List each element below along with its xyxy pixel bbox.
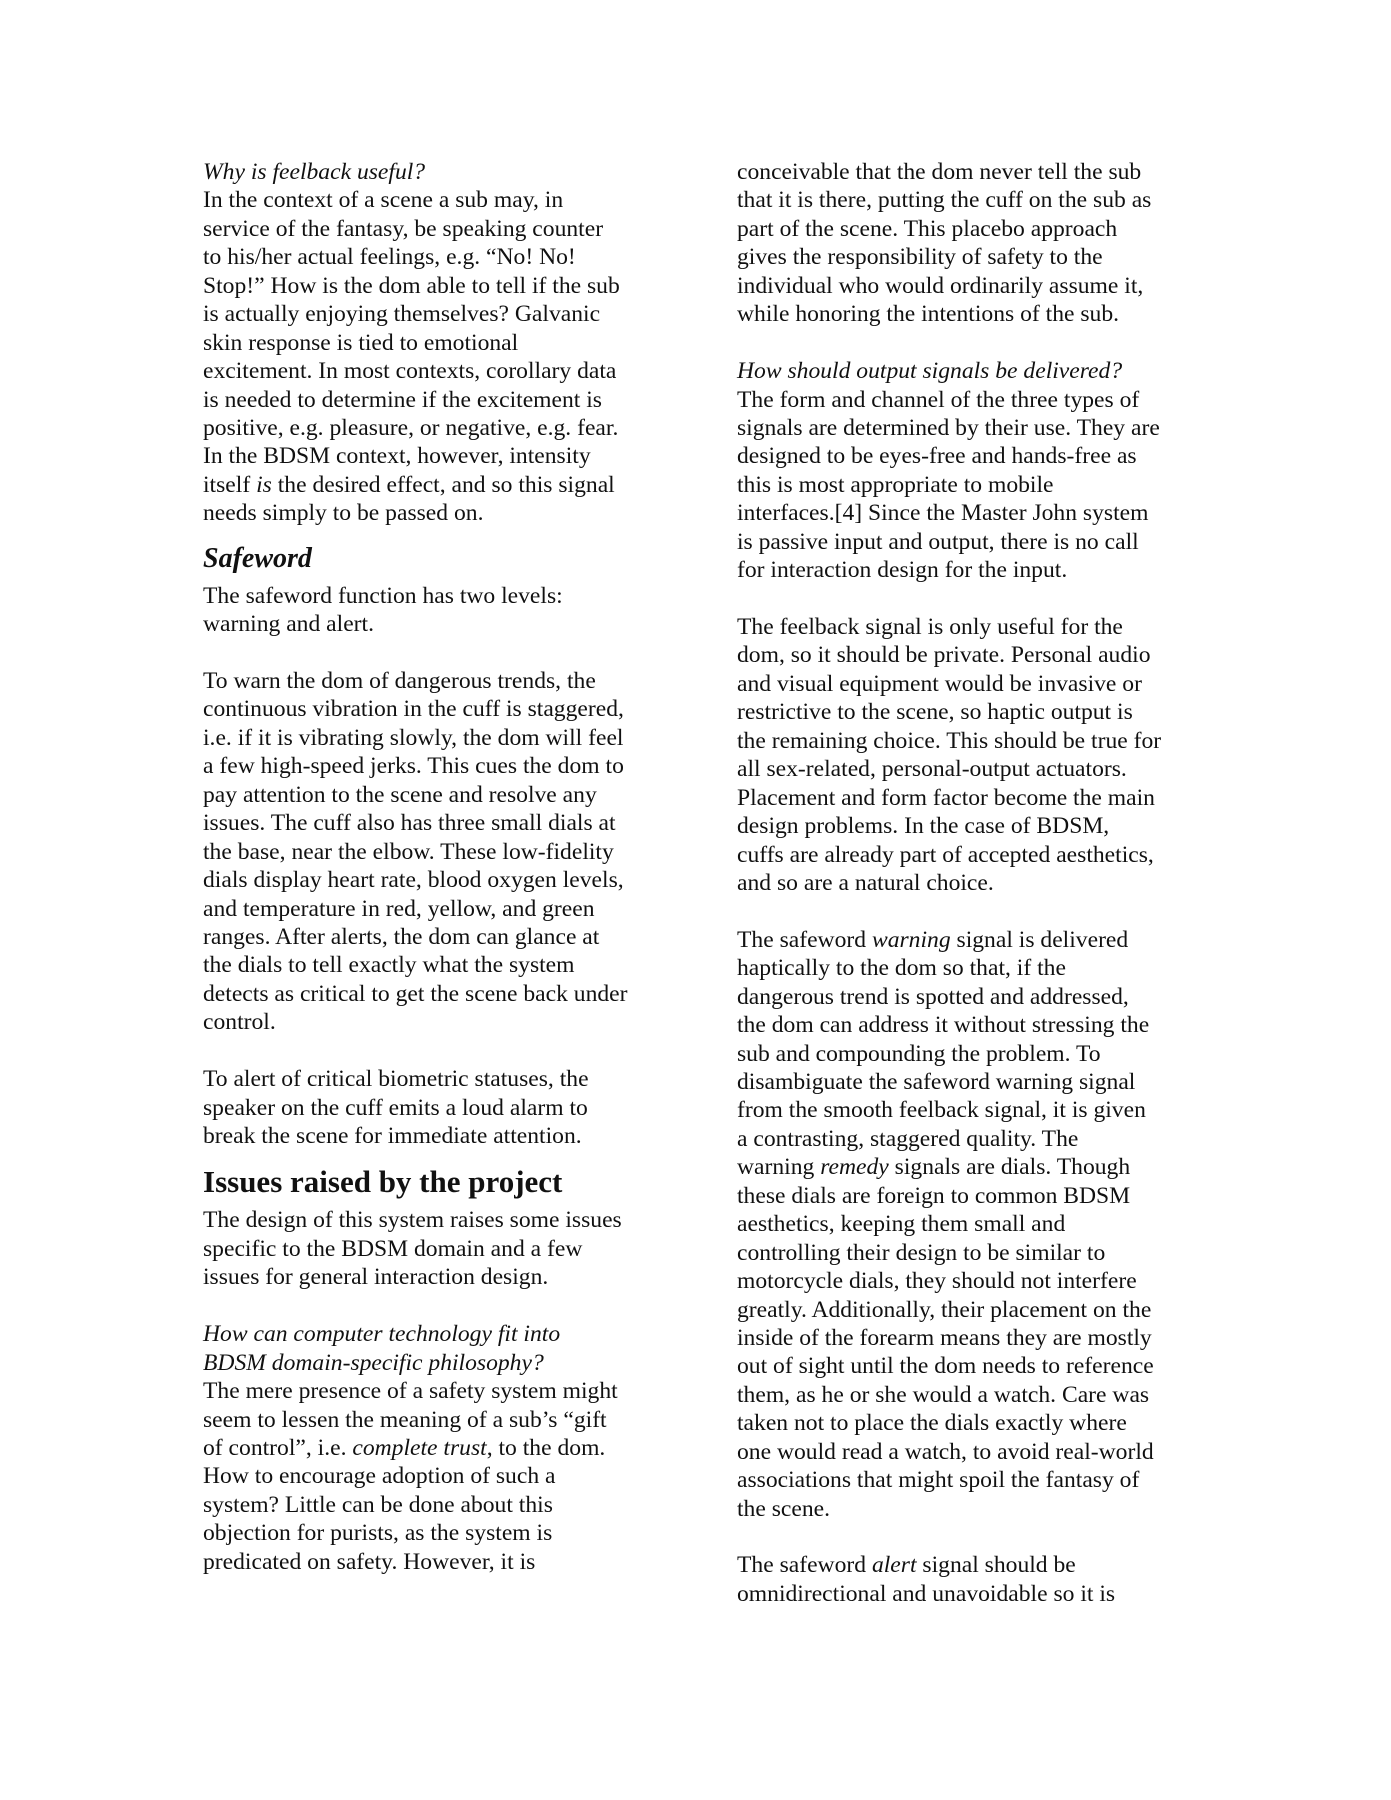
text-line: continuous vibration in the cuff is staggered, (203, 696, 624, 723)
text-line: is passive input and output, there is no call (737, 528, 1139, 555)
text-line: The feelback signal is only useful for the (737, 614, 1123, 640)
section-heading-safeword: Safeword (203, 542, 312, 574)
text-line: service of the fantasy, be speaking counter (203, 215, 604, 242)
paragraph-warning-signal (737, 926, 1187, 1523)
text-line: out of sight until the dom needs to reference (737, 1353, 1154, 1380)
text-run: signals are dials. Though (888, 1154, 1131, 1181)
text-line (737, 926, 1187, 954)
text-line: that it is there, putting the cuff on the sub as (737, 187, 1152, 214)
text-line: objection for purists, as the system is (203, 1520, 553, 1547)
text-run: , to the dom. (486, 1434, 606, 1461)
text-line: needs simply to be passed on. (203, 500, 484, 527)
paragraph-spacer (203, 1292, 655, 1320)
text-line: dangerous trend is spotted and addressed, (737, 983, 1129, 1010)
paragraph-safeword-levels (203, 582, 655, 639)
text-line: to his/her actual feelings, e.g. “No! No! (203, 244, 576, 271)
text-line: associations that might spoil the fantasy of (737, 1467, 1140, 1494)
text-line: pay attention to the scene and resolve any (203, 781, 597, 808)
text-run: of control”, i.e. (203, 1434, 353, 1461)
text-line: for interaction design for the input. (737, 557, 1068, 584)
text-line: The mere presence of a safety system might (203, 1378, 618, 1405)
text-line: Stop!” How is the dom able to tell if the sub (203, 272, 620, 299)
text-line: break the scene for immediate attention. (203, 1123, 582, 1149)
text-line: warning and alert. (203, 611, 374, 638)
text-line: The safeword function has two levels: (203, 582, 563, 609)
right-column (737, 158, 1187, 1608)
text-line: conceivable that the dom never tell the sub (737, 159, 1142, 185)
text-line: In the BDSM context, however, intensity (203, 443, 591, 470)
text-line: greatly. Additionally, their placement on the (737, 1296, 1152, 1323)
paragraph-feelback-usefulness (203, 186, 655, 527)
text-line: and temperature in red, yellow, and green (203, 895, 595, 922)
text-line: design problems. In the case of BDSM, (737, 813, 1110, 840)
paragraph-safety-presence (203, 1377, 655, 1576)
text-line (203, 1434, 655, 1462)
text-run: itself (203, 471, 257, 498)
text-line: the dom can address it without stressing the (737, 1012, 1150, 1039)
text-line: individual who would ordinarily assume it, (737, 272, 1144, 299)
text-line: these dials are foreign to common BDSM (737, 1182, 1131, 1209)
text-line: is needed to determine if the excitement is (203, 386, 602, 413)
emphasis-text: remedy (820, 1154, 889, 1181)
text-line: In the context of a scene a sub may, in (203, 187, 564, 214)
paragraph-spacer (737, 329, 1187, 357)
text-line: positive, e.g. pleasure, or negative, e.g. fear. (203, 414, 619, 441)
text-run: signal is delivered (950, 926, 1129, 953)
text-line: issues for general interaction design. (203, 1264, 549, 1291)
text-line: ranges. After alerts, the dom can glance at (203, 923, 600, 950)
text-line: taken not to place the dials exactly where (737, 1410, 1127, 1437)
text-line: one would read a watch, to avoid real-world (737, 1438, 1154, 1465)
text-line: all sex-related, personal-output actuators. (737, 756, 1127, 783)
text-line: speaker on the cuff emits a loud alarm to (203, 1094, 588, 1121)
text-line: motorcycle dials, they should not interfere (737, 1268, 1137, 1295)
text-line: the remaining choice. This should be true for (737, 727, 1162, 754)
emphasis-text: warning (871, 926, 951, 953)
text-line: is actually enjoying themselves? Galvanic (203, 301, 601, 328)
left-column (203, 158, 655, 1576)
paragraph-placebo-approach (737, 158, 1187, 329)
text-line: aesthetics, keeping them small and (737, 1211, 1066, 1238)
text-line: How can computer technology fit into (203, 1321, 561, 1348)
text-line (737, 1551, 1187, 1579)
text-line: i.e. if it is vibrating slowly, the dom will feel (203, 724, 624, 751)
paragraph-spacer (737, 1523, 1187, 1551)
emphasis-text: is (256, 471, 272, 498)
text-line: this is most appropriate to mobile (737, 471, 1054, 498)
text-run: The safeword (737, 1552, 872, 1579)
text-line: the base, near the elbow. These low-fidelity (203, 838, 614, 865)
paragraph-spacer (737, 585, 1187, 613)
text-line: predicated on safety. However, it is (203, 1548, 536, 1575)
text-line: them, as he or she would a watch. Care was (737, 1381, 1150, 1408)
paragraph-spacer (203, 639, 655, 667)
text-line: skin response is tied to emotional (203, 329, 519, 356)
text-line: and so are a natural choice. (737, 869, 994, 896)
text-line: the scene. (737, 1495, 831, 1522)
section-heading-issues: Issues raised by the project (203, 1164, 563, 1200)
paragraph-issues-intro (203, 1206, 655, 1291)
text-line: dials display heart rate, blood oxygen levels, (203, 867, 624, 894)
emphasis-text: complete trust (352, 1434, 487, 1461)
text-line: detects as critical to get the scene back under (203, 980, 628, 1007)
subheading-why-feelback: Why is feelback useful? (203, 159, 426, 185)
paragraph-safeword-warning (203, 667, 655, 1037)
text-line: signals are determined by their use. They are (737, 414, 1160, 441)
text-line: a few high-speed jerks. This cues the dom to (203, 753, 624, 780)
text-line: from the smooth feelback signal, it is given (737, 1097, 1146, 1124)
text-line: The form and channel of the three types of (737, 386, 1140, 413)
text-line: To alert of critical biometric statuses, the (203, 1066, 589, 1093)
emphasis-text: alert (871, 1552, 917, 1579)
text-run: warning (737, 1154, 821, 1181)
text-run: the desired effect, and so this signal (271, 471, 615, 498)
text-line: system? Little can be done about this (203, 1491, 553, 1518)
paragraph-spacer (737, 897, 1187, 925)
text-line (737, 1153, 1187, 1181)
text-line: seem to lessen the meaning of a sub’s “gift (203, 1406, 607, 1433)
text-line: disambiguate the safeword warning signal (737, 1069, 1136, 1095)
text-line: BDSM domain-specific philosophy? (203, 1349, 544, 1376)
text-line: Placement and form factor become the main (737, 784, 1155, 811)
text-run: signal should be (916, 1552, 1076, 1579)
text-line: the dials to tell exactly what the system (203, 952, 575, 979)
text-line: interfaces.[4] Since the Master John system (737, 500, 1149, 527)
paragraph-signal-form (737, 386, 1187, 585)
text-line: To warn the dom of dangerous trends, the (203, 668, 596, 694)
text-line: inside of the forearm means they are mostly (737, 1324, 1152, 1351)
paragraph-feelback-signal (737, 613, 1187, 897)
text-line: dom, so it should be private. Personal audio (737, 642, 1151, 669)
text-line: a contrasting, staggered quality. The (737, 1125, 1079, 1152)
text-line: sub and compounding the problem. To (737, 1040, 1101, 1067)
text-line: controlling their design to be similar to (737, 1239, 1106, 1266)
text-line: omnidirectional and unavoidable so it is (737, 1580, 1116, 1607)
text-run: The safeword (737, 926, 872, 953)
paragraph-spacer (203, 1037, 655, 1065)
text-line: specific to the BDSM domain and a few (203, 1235, 583, 1262)
text-line: designed to be eyes-free and hands-free as (737, 443, 1137, 470)
text-line: cuffs are already part of accepted aesthetics, (737, 841, 1154, 868)
text-line: gives the responsibility of safety to the (737, 244, 1103, 271)
paragraph-alert-signal (737, 1551, 1187, 1608)
text-line: How to encourage adoption of such a (203, 1463, 556, 1490)
subheading-computer-technology (203, 1320, 655, 1377)
text-line: restrictive to the scene, so haptic output is (737, 699, 1133, 726)
text-line: The design of this system raises some issues (203, 1207, 622, 1234)
text-line: part of the scene. This placebo approach (737, 215, 1118, 242)
text-line: haptically to the dom so that, if the (737, 955, 1066, 982)
text-line: excitement. In most contexts, corollary data (203, 358, 617, 385)
text-line: and visual equipment would be invasive or (737, 670, 1142, 697)
text-line: while honoring the intentions of the sub. (737, 301, 1120, 328)
paragraph-safeword-alert (203, 1065, 655, 1150)
subheading-output-signals: How should output signals be delivered? (737, 358, 1123, 385)
text-line: issues. The cuff also has three small dials at (203, 810, 616, 837)
text-line: control. (203, 1009, 276, 1036)
text-line (203, 471, 655, 499)
